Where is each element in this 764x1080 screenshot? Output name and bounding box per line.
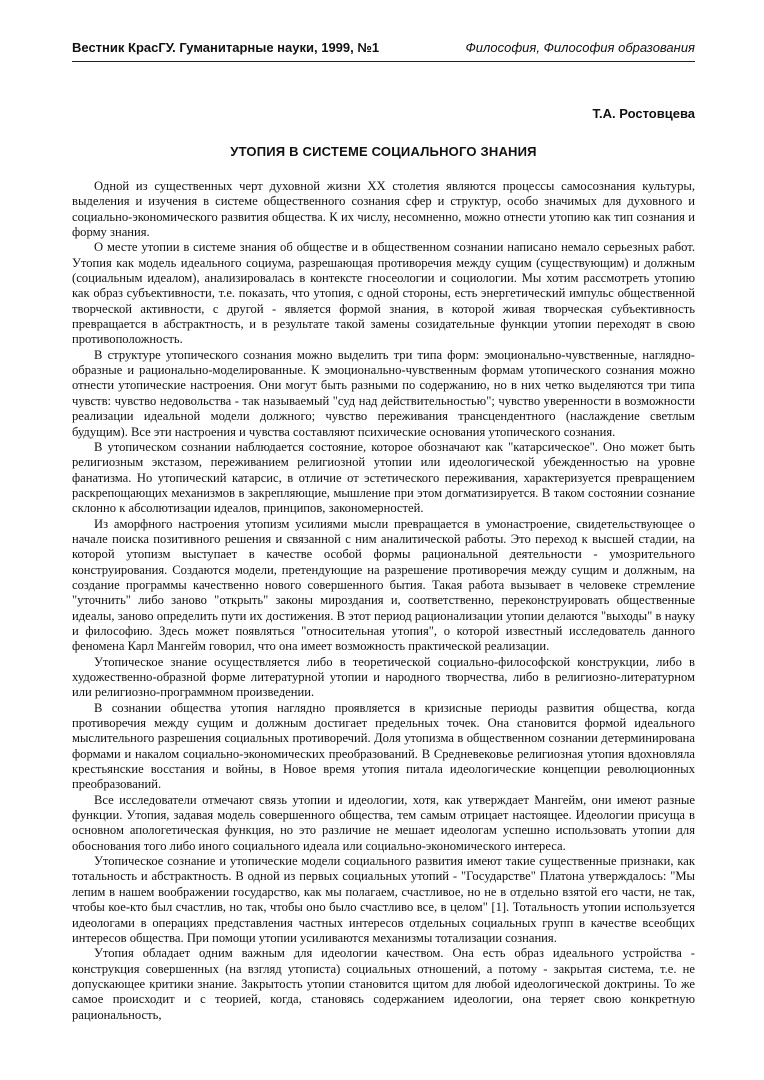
- journal-header: [72, 40, 695, 62]
- paragraph: В структуре утопического сознания можно выделить три типа форм: эмоционально-чувственные, наглядно-образные и рационально-моделированные. К эмоционально-чувственным формам утопического сознания можно отнести утопические настроения. Они могут быть разными по содержанию, но в них четко выделяются три типа чувств: чувство недовольства - так называемый "суд над действительностью"; чувство уверенности в возможности реализации идеальной модели должного; чувство переживания трансцендентного (наслаждение светлым будущим). Все эти настроения и чувства составляют психические основания утопического сознания.: [72, 347, 695, 439]
- paragraph: Утопическое сознание и утопические модели социального развития имеют такие существенные признаки, как тотальность и абстрактность. В одной из первых социальных утопий - "Государстве" Платона утверждалось: "Мы лепим в нашем воображении государство, как мы полагаем, счастливое, но не в отдельно взятой его части, не так, чтобы кое-кто был счастлив, но так, чтобы оно было счастливо все, в целом" [1]. Тотальность утопии используется идеологами в операциях представления частных интересов отдельных социальных групп в качестве всеобщих интересов общества. При помощи утопии усиливаются механизмы тотализации сознания.: [72, 854, 695, 945]
- paragraph: Одной из существенных черт духовной жизни XX столетия являются процессы самосознания культуры, выделения и изучения в системе общественного сознания сфер и структур, особо значимых для духовного и социально-экономического развития общества. К их числу, несомненно, можно отнести утопию как тип сознания и форму знания.: [72, 179, 695, 240]
- paragraph: Утопическое знание осуществляется либо в теоретической социально-философской конструкции, либо в художественно-образной форме литературной утопии и народного творчества, либо в религиозно-литературном или религиозно-программном произведении.: [72, 654, 695, 700]
- paragraph: В утопическом сознании наблюдается состояние, которое обозначают как "катарсическое". Оно может быть религиозным экстазом, переживанием религиозной утопии или идеологической убежденностью на уровне фанатизма. Но утопический катарсис, в отличие от эстетического переживания, характеризуется превращением раскрепощающих механизмов в закрепляющие, мышление при этом догматизируется. В таком состоянии сознание склонно к абсолютизации идеалов, принципов, закономерностей.: [72, 439, 695, 516]
- journal-title: Вестник КрасГУ. Гуманитарные науки, 1999, №1: [72, 40, 380, 55]
- paragraph: Все исследователи отмечают связь утопии и идеологии, хотя, как утверждает Мангейм, они имеют разные функции. Утопия, задавая модель совершенного общества, тем самым отрицает настоящее. Идеологии присуща в основном апологетическая функция, но это различие не мешает идеологам успешно использовать утопии для обоснования того либо иного социального идеала или социально-экономического интереса.: [72, 792, 695, 853]
- paragraph: О месте утопии в системе знания об обществе и в общественном сознании написано немало серьезных работ. Утопия как модель идеального социума, разрешающая противоречия между сущим (существующим) и должным (социальным идеалом), анализировалась в контексте гносеологии и социологии. Мы хотим рассмотреть утопию как образ субъективности, т.е. показать, что утопия, с одной стороны, есть энергетический импульс общественной творческой активности, с другой - является формой знания, в которой живая творческая субъективность превращается в абстрактность, и в результате такой замены созидательные функции утопии переходят в свою противоположность.: [72, 240, 695, 347]
- author-name: Т.А. Ростовцева: [592, 106, 695, 121]
- journal-section-title: Философия, Философия образования: [465, 40, 695, 55]
- paragraph: Из аморфного настроения утопизм усилиями мысли превращается в умонастроение, свидетельствующее о начале поиска позитивного решения и связанной с ним аналитической работы. Это переход к высшей стадии, на которой утопизм выступает в качестве особой формы рациональной деятельности - умозрительного конструирования. Создаются модели, претендующие на разрешение противоречия между сущим и должным, на создание программы качественно нового совершенного бытия. Такая работа вызывает в человеке стремление "уточнить" либо заново "открыть" законы мироздания и, соответственно, переконструировать общественные идеалы, заново определить пути их достижения. В этот период рационализации утопии делаются "выходы" в науку и философию. Здесь может появляться "относительная утопия", о которой известный исследователь данного феномена Карл Мангейм говорил, что она имеет возможность практической реализации.: [72, 516, 695, 654]
- paragraph: Утопия обладает одним важным для идеологии качеством. Она есть образ идеального устройства - конструкция совершенных (на взгляд утописта) социальных отношений, а потому - закрытая система, т.е. не допускающее критики знание. Закрытость утопии становится щитом для любой идеологической доктрины. То же самое происходит и с теорией, когда, становясь содержанием идеологии, она теряет свою конкретную рациональность,: [72, 946, 695, 1022]
- article-title: УТОПИЯ В СИСТЕМЕ СОЦИАЛЬНОГО ЗНАНИЯ: [230, 144, 537, 159]
- article-body: [72, 179, 695, 1023]
- paragraph: В сознании общества утопия наглядно проявляется в кризисные периоды развития общества, когда противоречия между сущим и должным достигает предельных точек. Она становится формой идеального мыслительного разрешения социальных противоречий. Доля утопизма в общественном сознании детерминирована формами и накалом социально-экономических преобразований. В Средневековье религиозная утопия вдохновляла крестьянские восстания и войны, в Новое время утопия питала идеологические концепции революционных преобразований.: [72, 700, 695, 792]
